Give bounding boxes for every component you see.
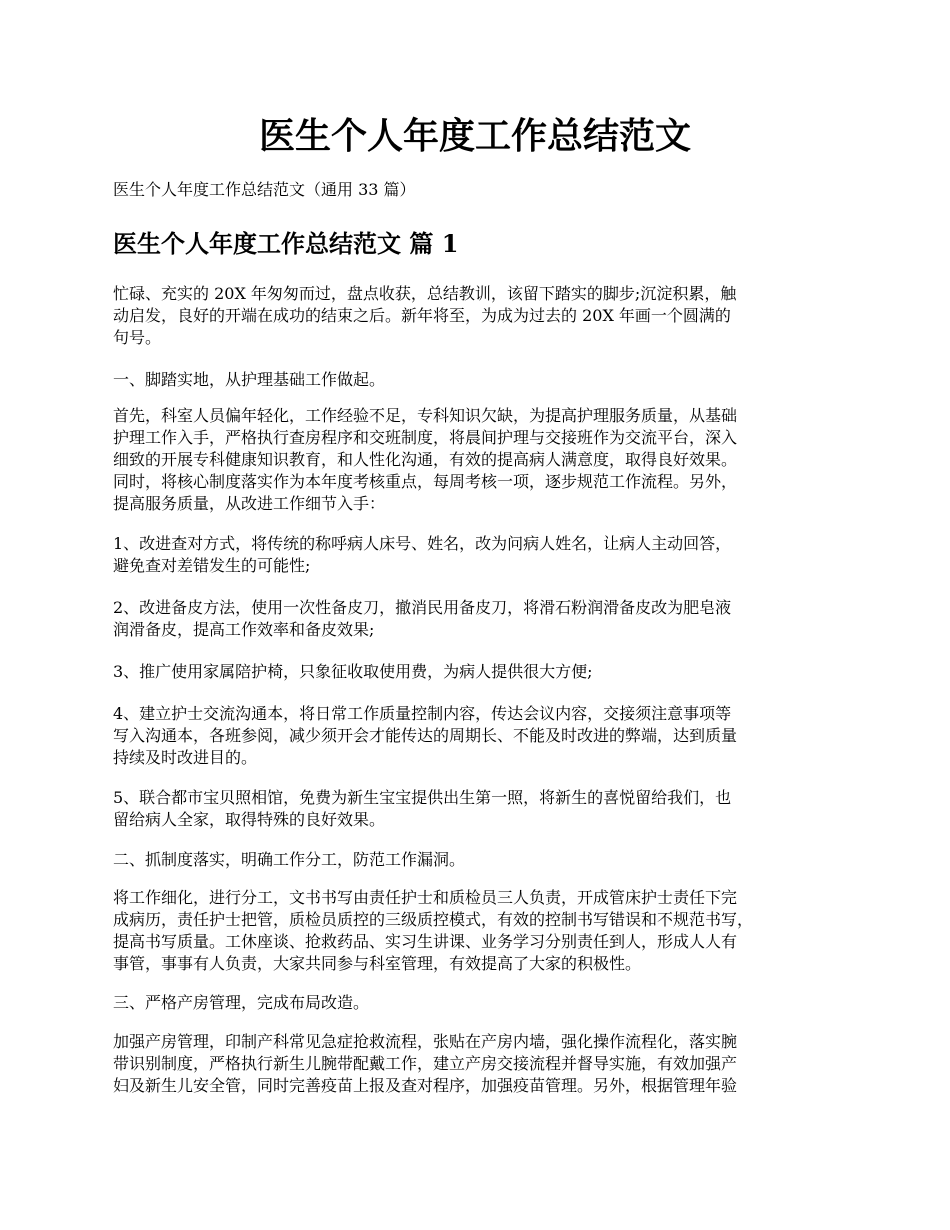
text-line: 同时，将核心制度落实作为本年度考核重点，每周考核一项，逐步规范工作流程。另外，	[113, 472, 738, 491]
text-line: 润滑备皮，提高工作效率和备皮效果;	[113, 620, 375, 639]
paragraph	[113, 992, 843, 1014]
text-line: 写入沟通本，各班参阅，减少须开会才能传达的周期长、不能及时改进的弊端，达到质量	[113, 726, 738, 745]
text-line: 成病历，责任护士把管，质检员质控的三级质控模式，有效的控制书写错误和不规范书写，	[113, 910, 754, 929]
paragraph	[113, 661, 843, 683]
text-line: 5、联合都市宝贝照相馆，免费为新生宝宝提供出生第一照，将新生的喜悦留给我们，也	[113, 788, 732, 807]
text-line: 留给病人全家，取得特殊的良好效果。	[113, 810, 386, 829]
text-line: 事管，事事有人负责，大家共同参与科室管理，有效提高了大家的积极性。	[113, 954, 642, 973]
text-line: 2、改进备皮方法，使用一次性备皮刀，撤消民用备皮刀，将滑石粉润滑备皮改为肥皂液	[113, 598, 732, 617]
paragraph	[113, 703, 843, 769]
text-line: 持续及时改进目的。	[113, 748, 258, 767]
section-heading: 医生个人年度工作总结范文 篇 1	[113, 229, 459, 258]
text-line: 4、建立护士交流沟通本，将日常工作质量控制内容，传达会议内容，交接须注意事项等	[113, 704, 732, 723]
text-line: 加强产房管理，印制产科常见急症抢救流程，张贴在产房内墙，强化操作流程化，落实腕	[113, 1032, 738, 1051]
text-line: 避免查对差错发生的可能性;	[113, 556, 311, 575]
paragraph	[113, 533, 843, 577]
text-line: 三、严格产房管理，完成布局改造。	[113, 993, 370, 1012]
paragraph	[113, 1031, 843, 1097]
text-line: 3、推广使用家属陪护椅，只象征收取使用费，为病人提供很大方便;	[113, 662, 593, 681]
text-line: 二、抓制度落实，明确工作分工，防范工作漏洞。	[113, 850, 466, 869]
paragraph	[113, 787, 843, 831]
paragraph	[113, 849, 843, 871]
text-line: 带识别制度，严格执行新生儿腕带配戴工作，建立产房交接流程并督导实施，有效加强产	[113, 1054, 738, 1073]
text-line: 句号。	[113, 328, 162, 347]
paragraph	[113, 283, 843, 349]
text-line: 忙碌、充实的 20X 年匆匆而过，盘点收获，总结教训，该留下踏实的脚步;沉淀积累，触	[113, 284, 737, 303]
text-line: 首先，科室人员偏年轻化，工作经验不足，专科知识欠缺，为提高护理服务质量，从基础	[113, 406, 738, 425]
document-title: 医生个人年度工作总结范文	[258, 115, 691, 157]
text-line: 提高服务质量，从改进工作细节入手：	[113, 494, 386, 513]
text-line: 提高书写质量。工休座谈、抢救药品、实习生讲课、业务学习分别责任到人，形成人人有	[113, 932, 738, 951]
text-line: 一、脚踏实地，从护理基础工作做起。	[113, 370, 386, 389]
paragraph	[113, 405, 843, 515]
paragraph	[113, 597, 843, 641]
text-line: 妇及新生儿安全管，同时完善疫苗上报及查对程序，加强疫苗管理。另外，根据管理年验	[113, 1076, 738, 1095]
paragraph	[113, 369, 843, 391]
text-line: 细致的开展专科健康知识教育，和人性化沟通，有效的提高病人满意度，取得良好效果。	[113, 450, 738, 469]
text-line: 1、改进查对方式，将传统的称呼病人床号、姓名，改为问病人姓名，让病人主动回答，	[113, 534, 732, 553]
text-line: 将工作细化，进行分工，文书书写由责任护士和质检员三人负责，开成管床护士责任下完	[113, 888, 738, 907]
paragraph	[113, 887, 843, 975]
document-subtitle: 医生个人年度工作总结范文（通用 33 篇）	[113, 180, 416, 199]
text-line: 护理工作入手，严格执行查房程序和交班制度，将晨间护理与交接班作为交流平台，深入	[113, 428, 738, 447]
text-line: 动启发，良好的开端在成功的结束之后。新年将至，为成为过去的 20X 年画一个圆满的	[113, 306, 731, 325]
